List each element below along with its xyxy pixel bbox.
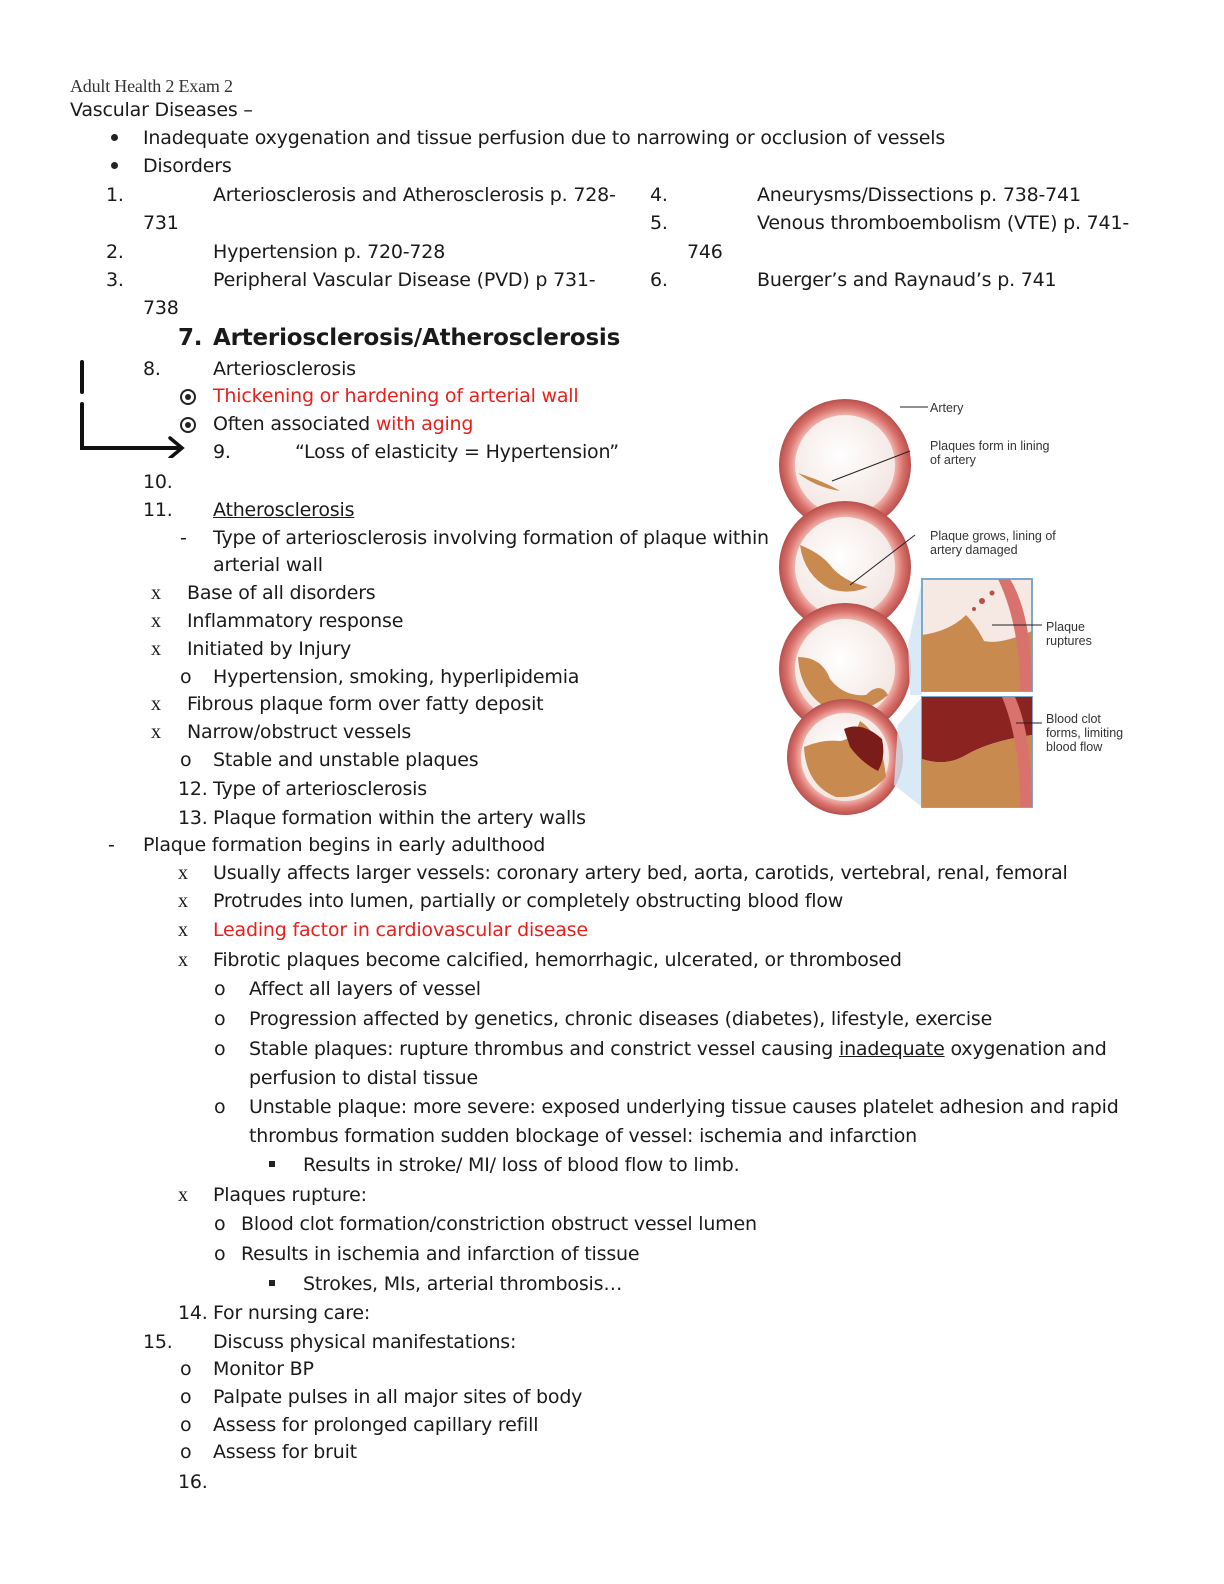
- manifestations-label: Discuss physical manifestations:: [213, 1331, 517, 1353]
- x-bullet-icon: x: [178, 949, 188, 971]
- label-plaque-grows-line2: artery damaged: [930, 543, 1018, 557]
- plaque-point: Usually affects larger vessels: coronary artery bed, aorta, carotids, vertebral, renal, femoral: [213, 862, 1068, 884]
- item-num: 10.: [143, 471, 173, 493]
- o-bullet-icon: o: [180, 666, 192, 688]
- stable-plaques-cont: perfusion to distal tissue: [249, 1067, 478, 1089]
- item-num: 15.: [143, 1331, 173, 1353]
- document-header: Adult Health 2 Exam 2: [70, 76, 233, 96]
- x-bullet-icon: x: [151, 721, 161, 743]
- plaque-rupture-inset: [922, 579, 1032, 691]
- item-num: 9.: [213, 441, 231, 463]
- athero-point: Base of all disorders: [187, 582, 376, 604]
- item-num: 14.: [178, 1302, 208, 1324]
- section-heading: Arteriosclerosis/Atherosclerosis: [213, 325, 621, 351]
- stable-plaques-text: Stable plaques: rupture thrombus and constrict vessel causing: [249, 1038, 839, 1060]
- item-num: 16.: [178, 1471, 208, 1493]
- nursing-care-label: For nursing care:: [213, 1302, 371, 1324]
- x-bullet-icon: x: [178, 919, 188, 941]
- arterio-bullet-2-text: Often associated: [213, 413, 376, 435]
- plaque-subpoint: Progression affected by genetics, chronic diseases (diabetes), lifestyle, exercise: [249, 1008, 993, 1030]
- label-clot-line3: blood flow: [1046, 740, 1103, 754]
- blood-clot-inset: [922, 697, 1032, 807]
- o-bullet-icon: o: [214, 1243, 226, 1265]
- nursing-item: Monitor BP: [213, 1358, 314, 1380]
- atherosclerosis-label: Atherosclerosis: [213, 499, 355, 521]
- item-num: 11.: [143, 499, 173, 521]
- label-rupture-line2: ruptures: [1046, 634, 1092, 648]
- plaque-result: Strokes, MIs, arterial thrombosis…: [303, 1273, 623, 1295]
- intro-bullet-1: Inadequate oxygenation and tissue perfusion due to narrowing or occlusion of vessels: [143, 127, 946, 149]
- atherosclerosis-figure: [770, 395, 1150, 815]
- unstable-plaque-line: Unstable plaque: more severe: exposed underlying tissue causes platelet adhesion and rapid: [249, 1096, 1119, 1118]
- plaque-subpoint: Results in ischemia and infarction of tissue: [241, 1243, 640, 1265]
- disorder-item: Hypertension p. 720-728: [213, 241, 446, 263]
- disorder-num: 1.: [106, 184, 124, 206]
- intro-bullet-2: Disorders: [143, 155, 232, 177]
- label-clot-line1: Blood clot: [1046, 712, 1101, 726]
- item-num: 8.: [143, 358, 161, 380]
- elasticity-note: “Loss of elasticity = Hypertension”: [295, 441, 619, 463]
- x-bullet-icon: x: [178, 862, 188, 884]
- plaque-point: Protrudes into lumen, partially or completely obstructing blood flow: [213, 890, 844, 912]
- bullet-dot: [111, 134, 118, 141]
- label-rupture-line1: Plaque: [1046, 620, 1085, 634]
- artery-cross-section-4: [787, 699, 903, 815]
- o-bullet-icon: o: [214, 978, 226, 1000]
- disorder-num: 4.: [650, 184, 668, 206]
- item-num: 13.: [178, 807, 208, 829]
- athero-point: Inflammatory response: [187, 610, 404, 632]
- disorder-item: Aneurysms/Dissections p. 738-741: [757, 184, 1081, 206]
- stable-plaques-line: [249, 1037, 1107, 1061]
- athero-definition-cont: arterial wall: [213, 554, 323, 576]
- disorder-item-cont: 738: [143, 297, 179, 319]
- dash-marker: -: [180, 527, 187, 549]
- plaque-result: Results in stroke/ MI/ loss of blood flow to limb.: [303, 1154, 740, 1176]
- disorder-item-cont: 746: [687, 241, 723, 263]
- x-bullet-icon: x: [151, 693, 161, 715]
- label-plaques-form-line2: of artery: [930, 453, 976, 467]
- disorder-num: 6.: [650, 269, 668, 291]
- athero-subpoint: Stable and unstable plaques: [213, 749, 479, 771]
- disorder-item: Buerger’s and Raynaud’s p. 741: [757, 269, 1057, 291]
- label-plaque-grows-line1: Plaque grows, lining of: [930, 529, 1056, 543]
- o-bullet-icon: o: [180, 1414, 192, 1436]
- label-artery: Artery: [930, 401, 964, 415]
- unstable-plaque-cont: thrombus formation sudden blockage of vessel: ischemia and infarction: [249, 1125, 917, 1147]
- plaque-subpoint: Blood clot formation/constriction obstruct vessel lumen: [241, 1213, 757, 1235]
- stable-plaques-text-end: oxygenation and: [944, 1038, 1107, 1060]
- section-number: 7.: [178, 325, 203, 351]
- plaque-subpoint: Affect all layers of vessel: [249, 978, 481, 1000]
- disorder-num: 5.: [650, 212, 668, 234]
- bullet-dot: [111, 162, 118, 169]
- athero-numbered: Type of arteriosclerosis: [213, 778, 427, 800]
- nursing-item: Palpate pulses in all major sites of body: [213, 1386, 583, 1408]
- nursing-item: Assess for bruit: [213, 1441, 357, 1463]
- disorder-num: 2.: [106, 241, 124, 263]
- athero-point: Narrow/obstruct vessels: [187, 721, 412, 743]
- o-bullet-icon: o: [214, 1213, 226, 1235]
- plaque-point: Fibrotic plaques become calcified, hemorrhagic, ulcerated, or thrombosed: [213, 949, 902, 971]
- x-bullet-icon: x: [151, 610, 161, 632]
- arrow-annotation-icon: [70, 358, 200, 458]
- athero-point: Initiated by Injury: [187, 638, 352, 660]
- arteriosclerosis-label: Arteriosclerosis: [213, 358, 356, 380]
- label-plaques-form-line1: Plaques form in lining: [930, 439, 1050, 453]
- x-bullet-icon: x: [151, 638, 161, 660]
- plaque-point-highlight: Leading factor in cardiovascular disease: [213, 919, 588, 941]
- disorder-item: Venous thromboembolism (VTE) p. 741-: [757, 212, 1129, 234]
- arterio-bullet-1: Thickening or hardening of arterial wall: [213, 385, 579, 407]
- x-bullet-icon: x: [151, 582, 161, 604]
- o-bullet-icon: o: [180, 1441, 192, 1463]
- o-bullet-icon: o: [180, 749, 192, 771]
- o-bullet-icon: o: [180, 1358, 192, 1380]
- athero-subpoint: Hypertension, smoking, hyperlipidemia: [213, 666, 580, 688]
- nursing-item: Assess for prolonged capillary refill: [213, 1414, 539, 1436]
- disorder-item: Peripheral Vascular Disease (PVD) p 731-: [213, 269, 596, 291]
- arterio-bullet-2-highlight: with aging: [375, 413, 474, 435]
- disorder-num: 3.: [106, 269, 124, 291]
- arterio-bullet-2: [213, 412, 473, 436]
- athero-point: Fibrous plaque form over fatty deposit: [187, 693, 544, 715]
- stable-plaques-underlined: inadequate: [839, 1038, 945, 1060]
- plaque-point: Plaques rupture:: [213, 1184, 367, 1206]
- page-title: Vascular Diseases –: [70, 99, 253, 121]
- disorder-item-cont: 731: [143, 212, 179, 234]
- item-num: 12.: [178, 778, 208, 800]
- square-bullet-icon: [269, 1161, 275, 1167]
- o-bullet-icon: o: [214, 1008, 226, 1030]
- x-bullet-icon: x: [178, 1184, 188, 1206]
- x-bullet-icon: x: [178, 890, 188, 912]
- plaque-heading: Plaque formation begins in early adulthood: [143, 834, 546, 856]
- o-bullet-icon: o: [180, 1386, 192, 1408]
- athero-definition: Type of arteriosclerosis involving formation of plaque within: [213, 527, 769, 549]
- disorder-item: Arteriosclerosis and Atherosclerosis p. 728-: [213, 184, 616, 206]
- o-bullet-icon: o: [214, 1096, 226, 1118]
- athero-numbered: Plaque formation within the artery walls: [213, 807, 586, 829]
- dash-marker: -: [108, 834, 115, 856]
- label-clot-line2: forms, limiting: [1046, 726, 1124, 740]
- o-bullet-icon: o: [214, 1038, 226, 1060]
- square-bullet-icon: [269, 1280, 275, 1286]
